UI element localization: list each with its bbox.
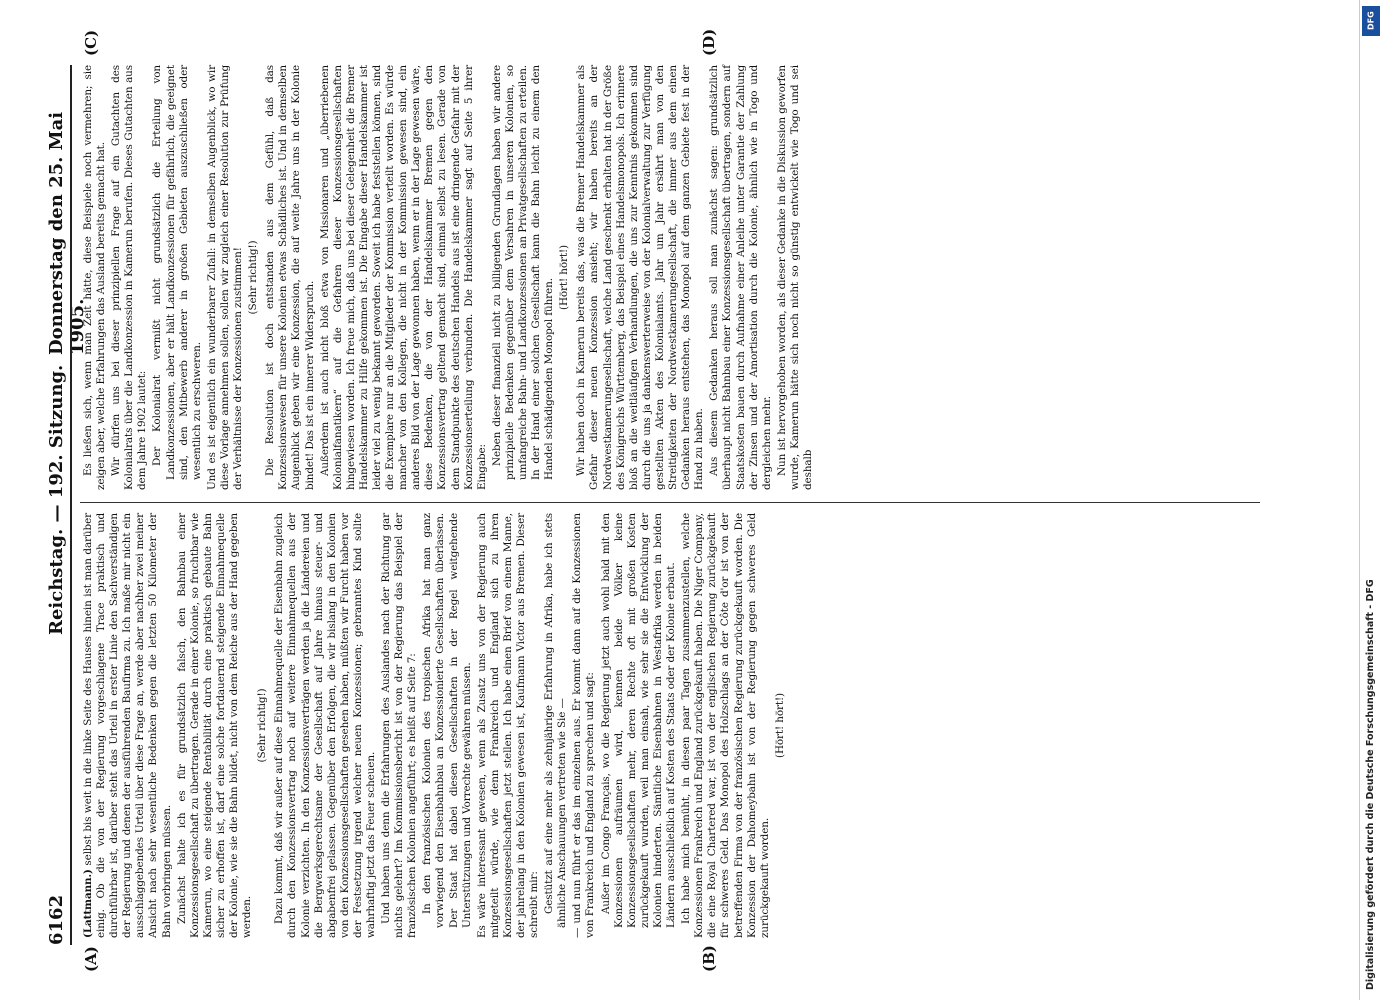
margin-label-c: (C): [82, 29, 100, 56]
paragraph: Nun ist hervorgehoben worden, als dieser Gedanke in die Diskussion geworfen wurde, Kamerun hätte sich noch nicht so günstig entwickelt wie Togo und sei deshalb: [775, 65, 814, 490]
dfg-logo: DFG: [1362, 6, 1380, 36]
paragraph: Und es ist eigentlich ein wunderbarer Zufall: in demselben Augenblick, wo wir diese Vorlage annehmen sollen, sollen wir zugleich einer Resolution zur Prüfung der Verhältnisse der Konzessionen zustimmen!: [205, 65, 245, 490]
paragraph: selbst bis weit in die linke Seite des Hauses hinein ist man darüber einig. Ob die von der Regierung vorgeschlagene Trace praktisch und durchführbar ist, darüber steht das Urteil in erster Linie den Sachverständigen der Regierung und denen der ausführenden Baufirma zu. Ich maße mir nicht ein ausschlaggebendes Urteil über diese Frage an, werde aber nachher zwei meiner Ansicht nach sehr wesentliche Bedenken gegen die letzten 50 Kilometer der Bahn vorbringen müssen.: [82, 513, 173, 938]
left-column: [82, 513, 791, 938]
digitization-sidebar: [1359, 0, 1383, 1000]
quotation: Gestützt auf eine mehr als zehnjährige Erfahrung in Afrika, habe ich stets ähnliche Anschauungen vertreten wie Sie —: [543, 513, 569, 928]
page-number: 6162: [46, 894, 67, 945]
paragraph: Die Resolution ist doch entstanden aus dem Gefühl, daß das Konzessionswesen für unsere Kolonien etwas Schädliches ist. Und in demselben Augenblick geben wir eine Konzession, die auf weite Jahre uns in der Kolonie bindet! Das ist ein innerer Widerspruch.: [264, 65, 316, 490]
quotation: Der Kolonialrat vermißt nicht grundsätzlich die Erteilung von Landkonzessionen, aber er hält Landkonzessionen für gefährlich, die geeignet sind, den Mitbewerb anderer in großen Gebieten auszuschließen oder wesentlich zu erschweren.: [151, 65, 203, 480]
right-column: [82, 65, 817, 490]
paragraph: Zunächst halte ich es für grundsätzlich falsch, den Bahnbau einer Konzessionsgesellschaft zu übertragen. Gerade in einer Kolonie, so fruchtbar wie Kamerun, wo eine steigende Rentabilität durch eine praktisch gebaute Bahn sicher zu erhoffen ist, darf eine solche fortdauernd steigende Einnahmequelle der Kolonie, wie sie die Bahn bildet, nicht von dem Reiche aus der Hand gegeben werden.: [175, 513, 254, 938]
quotation: In den französischen Kolonien des tropischen Afrika hat man ganz vorwiegend den Eisenbahnbau an Konzessionierte Gesellschaften überlassen. Der Staat hat dabei diesen Gesellschaften in der Regel weitgehende Unterstützungen und Vorrechte gewähren müssen.: [421, 513, 473, 928]
margin-label-a: (A): [82, 946, 100, 972]
paragraph: — und nun führt er das im einzelnen aus. Er kommt dann auf die Konzessionen von Frankreich und England zu sprechen und sagt:: [571, 513, 597, 938]
interjection: (Hört! hört!): [773, 693, 786, 759]
interjection: (Hört! hört!): [558, 245, 571, 311]
session-date: Donnerstag den 25. Mai 1905.: [46, 111, 88, 355]
paragraph: Und haben uns denn die Erfahrungen des Auslandes nach der Richtung gar nichts gelehrt? Im Kommissionsbericht ist von der Regierung das Beispiel der französischen Kolonien angeführt; es heißt auf Seite 7:: [380, 513, 419, 938]
quotation: Außer im Congo Français, wo die Regierung jetzt auch wohl bald mit den Konzessionen aufräumen wird, kennen beide Völker keine Konzessionsgesellschaften mehr, deren Rechte oft mit großen Kosten zurückgekauft wurden, weil man einsah, wie sehr sie die Entwicklung der Kolonien hinderten. Sämtliche Eisenbahnen in Westafrika werden in beiden Ländern ausschließlich auf Kosten des Staats oder der Kolonie erbaut.: [599, 513, 678, 928]
interjection: (Sehr richtig!): [256, 688, 269, 763]
funding-note: Digitalisierung gefördert durch die Deutsche Forschungsgemeinschaft - DFG: [1365, 579, 1376, 990]
header-rule: [70, 65, 72, 945]
paragraph: Wir dürfen uns bei dieser prinzipiellen Frage auf ein Gutachten des Kolonialrats über die Landkonzession in Kamerun berufen. Dieses Gutachten aus dem Jahre 1902 lautet:: [110, 65, 149, 490]
column-divider: [80, 502, 1260, 503]
paragraph: Dazu kommt, daß wir außer auf diese Einnahmequelle der Eisenbahn zugleich durch den Konzessionsvertrag noch auf weitere Einnahmequellen aus der Kolonie verzichten. In den Konzessionsverträgen werden ja die Ländereien und die Bergwerksgerechtsame der Gesellschaft auf Jahre hinaus steuer- und abgabenfrei gelassen. Gegenüber den Erfolgen, die wir bislang in den Kolonien von den Konzessionsgesellschaften gesehen haben, müßten wir Furcht haben vor der Festsetzung irgend welcher neuen Konzessionen; gebranntes Kind sollte wahrhaftig jetzt das Feuer scheuen.: [273, 513, 377, 938]
paragraph: Ich habe mich bemüht, in diesen paar Tagen zusammenzustellen, welche Konzessionen Frankreich und England zurückgekauft haben. Die Niger Company, die eine Royal Chartered war, ist von der englischen Regierung zurückgekauft für schweres Geld. Das Monopol des Holzschlags an der Côte d'or ist von der betreffenden Firma von der französischen Regierung zurückgekauft worden. Die Konzession der Dahomeybahn ist von der Regierung gegen schweres Geld zurückgekauft worden.: [680, 513, 771, 938]
paragraph: Aus diesem Gedanken heraus soll man zunächst sagen: grundsätzlich überhaupt nicht Bahnbau einer Konzessionsgesellschaft übertragen, sondern auf Staatskosten bauen durch Aufnahme einer Anleihe unter Garantie der Zahlung der Zinsen und der Amortisation durch die Kolonie, ähnlich wie in Togo und dergleichen mehr.: [708, 65, 773, 490]
margin-label-b: (B): [700, 945, 718, 972]
interjection: (Sehr richtig!): [247, 240, 260, 315]
paragraph: Außerdem ist auch nicht bloß etwa von Missionaren und „überriebenen Kolonialfanatikern“ auf die Gefahren dieser Konzessionsgesellschaften hingewiesen worden. Ich freue mich, daß uns bei dieser Gelegenheit die Bremer Handelskammer zu Hilfe gekommen ist. Die Eingabe dieser Handelskammer ist leider viel zu wenig bekannt geworden. Soweit ich habe feststellen können, sind die Exemplare nur an die Mitglieder der Kommission verteilt worden. Es würde mancher von den Kollegen, die nicht in der Kommission gewesen sind, ein anderes Bild von der Lage gewonnen haben, wenn er in der Lage gewesen wäre, diese Bedenken, die von der Handelskammer Bremen gegen den Konzessionsvertrag geltend gemacht sind, einmal selbst zu lesen. Gerade von dem Standpunkte des deutschen Handels aus ist eine dringende Gefahr mit der Konzessionserteilung verbunden. Die Handelskammer sagt auf Seite 5 ihrer Eingabe:: [318, 65, 488, 490]
paragraph: Es wäre interessant gewesen, wenn als Zusatz uns von der Regierung auch mitgeteilt würde, wie denn Frankreich und England sich zu ihren Konzessionsgesellschaften jetzt stellen. Ich habe einen Brief von einem Manne, der jahrelang in den Kolonien gewesen ist, Kaufmann Victor aus Bremen. Dieser schreibt mir:: [475, 513, 541, 938]
paragraph: Wir haben doch in Kamerun bereits das, was die Bremer Handelskammer als Gefahr dieser neuen Konzession ansieht; wir haben bereits an der Nordwestkamerungesellschaft, welche Land geschenkt erhalten hat in der Größe des Königreichs Württemberg, das Beispiel eines Handelsmonopols. Ich erinnere bloß an die weitläufigen Verhandlungen, die uns zur Kenntnis gekommen sind durch die uns ja dankenswerterweise von der Kolonialverwaltung zur Verfügung gestellten Akten des Kolonialamts. Jahr um Jahr ersährt man von den Streitigkeiten der Nordwestkamerungesellschaft, die immer aus dem einen Gedanken heraus entstehen, das Monopol auf dem ganzen Gebiete fest in der Hand zu haben.: [575, 65, 706, 490]
margin-label-d: (D): [700, 28, 718, 56]
speaker-name: (Lattmann.): [82, 869, 94, 938]
paragraph: Es ließen sich, wenn man Zeit hätte, diese Beispiele noch vermehren; sie zeigen aber, welche Erfahrungen das Ausland bereits gemacht hat.: [82, 65, 108, 490]
quotation: Neben dieser finanziell nicht zu billigenden Grundlagen haben wir andere prinzipielle Bedenken gegenüber dem Versahren in unseren Kolonien, so umfangreiche Bahn- und Landkonzessionen an Privatgesellschaften zu erteilen. In der Hand einer solchen Gesellschaft kann die Bahn leicht zu einem den Handel schädigenden Monopol führen.: [490, 65, 556, 480]
session-title: Reichstag. — 192. Sitzung.: [46, 364, 67, 635]
